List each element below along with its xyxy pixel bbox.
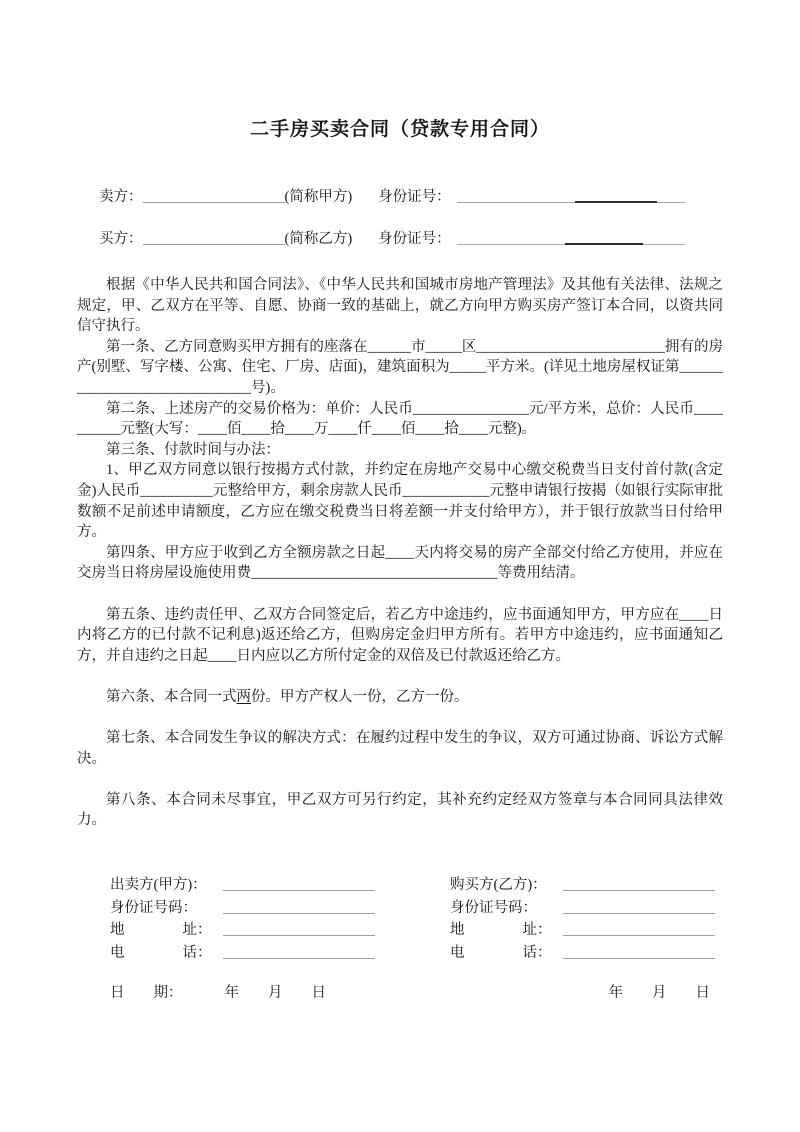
clause-6 xyxy=(77,687,723,708)
clause-4: 第四条、甲方应于收到乙方全额房款之日起____天内将交易的房产全部交付给乙方使用，并应在交房当日将房屋设施使用费__________________________________等费用结清。 xyxy=(77,544,723,582)
buyer-party-row xyxy=(77,227,723,247)
seller-sign-id-row xyxy=(110,896,450,916)
buyer-id-blank xyxy=(457,231,685,245)
buyer-id-label: 身份证号： xyxy=(378,231,451,247)
seller-name-blank xyxy=(143,189,285,203)
buyer-date-ymd: 年 月 日 xyxy=(608,984,710,1001)
seller-sign-id-blank xyxy=(223,901,375,914)
seller-party-row xyxy=(77,185,723,205)
buyer-sign-address-blank xyxy=(563,923,715,936)
clause-6-text-after: 份。甲方产权人一份，乙方一份。 xyxy=(251,688,469,705)
clause-1: 第一条、乙方同意购买甲方拥有的座落在______市_____区__________________________拥有的房产(别墅、写字楼、公寓、住宅、厂房、店面)，建筑面积为_____平方米。(详见土地房屋权证第______________________________号)。 xyxy=(77,338,723,396)
seller-id-blank xyxy=(457,189,685,203)
page-title: 二手房买卖合同（贷款专用合同） xyxy=(249,119,550,140)
clause-3-item-1: 1、甲乙双方同意以银行按揭方式付款，并约定在房地产交易中心缴交税费当日支付首付款(含定金)人民币__________元整给甲方，剩余房款人民币____________元整申请银行按揭（如银行实际审批数额不足前述申请额度，乙方应在缴交税费当日将差额一并支付给甲方），并于银行放款当日付给甲方。 xyxy=(77,462,723,541)
clause-8: 第八条、本合同未尽事宜，甲乙双方可另行约定，其补充约定经双方签章与本合同同具法律效力。 xyxy=(77,791,723,829)
seller-id-label: 身份证号： xyxy=(378,189,451,205)
buyer-alias: (简称乙方) xyxy=(284,231,353,247)
seller-alias: (简称甲方) xyxy=(284,189,353,205)
buyer-sign-id-label: 身份证号码： xyxy=(450,899,537,916)
underline-dark-segment xyxy=(575,201,657,203)
buyer-sign-phone-label: 电 话： xyxy=(450,944,552,961)
buyer-sign-id-blank xyxy=(563,901,715,914)
seller-sign-name-label: 出卖方(甲方)： xyxy=(110,877,207,894)
clause-5: 第五条、违约责任甲、乙双方合同签定后，若乙方中途违约，应书面通知甲方，甲方应在____日内将乙方的已付款不记利息)返还给乙方，但购房定金归甲方所有。若甲方中途违约，应书面通知乙方，并自违约之日起____日内应以乙方所付定金的双倍及已付款返还给乙方。 xyxy=(77,606,723,664)
buyer-sign-id-row xyxy=(450,896,715,916)
seller-sign-address-label: 地 址： xyxy=(110,922,212,939)
buyer-sign-address-label: 地 址： xyxy=(450,922,552,939)
buyer-sign-address-row xyxy=(450,918,715,939)
underline-dark-segment xyxy=(565,243,643,245)
date-row xyxy=(77,981,723,1002)
seller-date-ymd: 年 月 日 xyxy=(224,984,326,1001)
clause-7: 第七条、本合同发生争议的解决方式：在履约过程中发生的争议，双方可通过协商、诉讼方式解决。 xyxy=(77,730,723,767)
clause-3-heading: 第三条、付款时间与办法： xyxy=(106,441,280,458)
clause-6-underlined-char: 两 xyxy=(236,688,251,705)
seller-sign-id-label: 身份证号码： xyxy=(110,899,197,916)
buyer-sign-name-label: 购买方(乙方)： xyxy=(450,877,547,894)
seller-sign-address-blank xyxy=(223,923,375,936)
seller-sign-address-row xyxy=(110,918,450,939)
seller-label: 卖方： xyxy=(99,189,143,205)
preamble-paragraph: 根据《中华人民共和国合同法》、《中华人民共和国城市房地产管理法》及其他有关法律、法规之规定，甲、乙双方在平等、自愿、协商一致的基础上，就乙方向甲方购买房产签订本合同，以资共同信守执行。 xyxy=(77,277,723,335)
seller-signature-column xyxy=(110,873,450,961)
buyer-name-blank xyxy=(143,231,285,245)
buyer-label: 买方： xyxy=(99,231,143,247)
date-label: 日 期： xyxy=(110,984,183,1001)
buyer-sign-name-blank xyxy=(563,878,715,891)
seller-sign-phone-blank xyxy=(223,946,375,959)
clause-2: 第二条、上述房产的交易价格为：单价：人民币________________元/平方米，总价：人民币__________元整(大写：____佰____拾____万____仟____佰____拾____元整)。 xyxy=(77,400,723,438)
seller-sign-phone-label: 电 话： xyxy=(110,944,212,961)
buyer-sign-phone-blank xyxy=(563,946,715,959)
signature-section xyxy=(77,873,723,961)
seller-sign-phone-row xyxy=(110,941,450,961)
clause-6-text-before: 第六条、本合同一式 xyxy=(106,688,237,705)
buyer-signature-column xyxy=(450,873,715,961)
seller-sign-name-row xyxy=(110,873,450,894)
buyer-sign-name-row xyxy=(450,873,715,894)
seller-sign-name-blank xyxy=(223,878,375,891)
buyer-sign-phone-row xyxy=(450,941,715,961)
